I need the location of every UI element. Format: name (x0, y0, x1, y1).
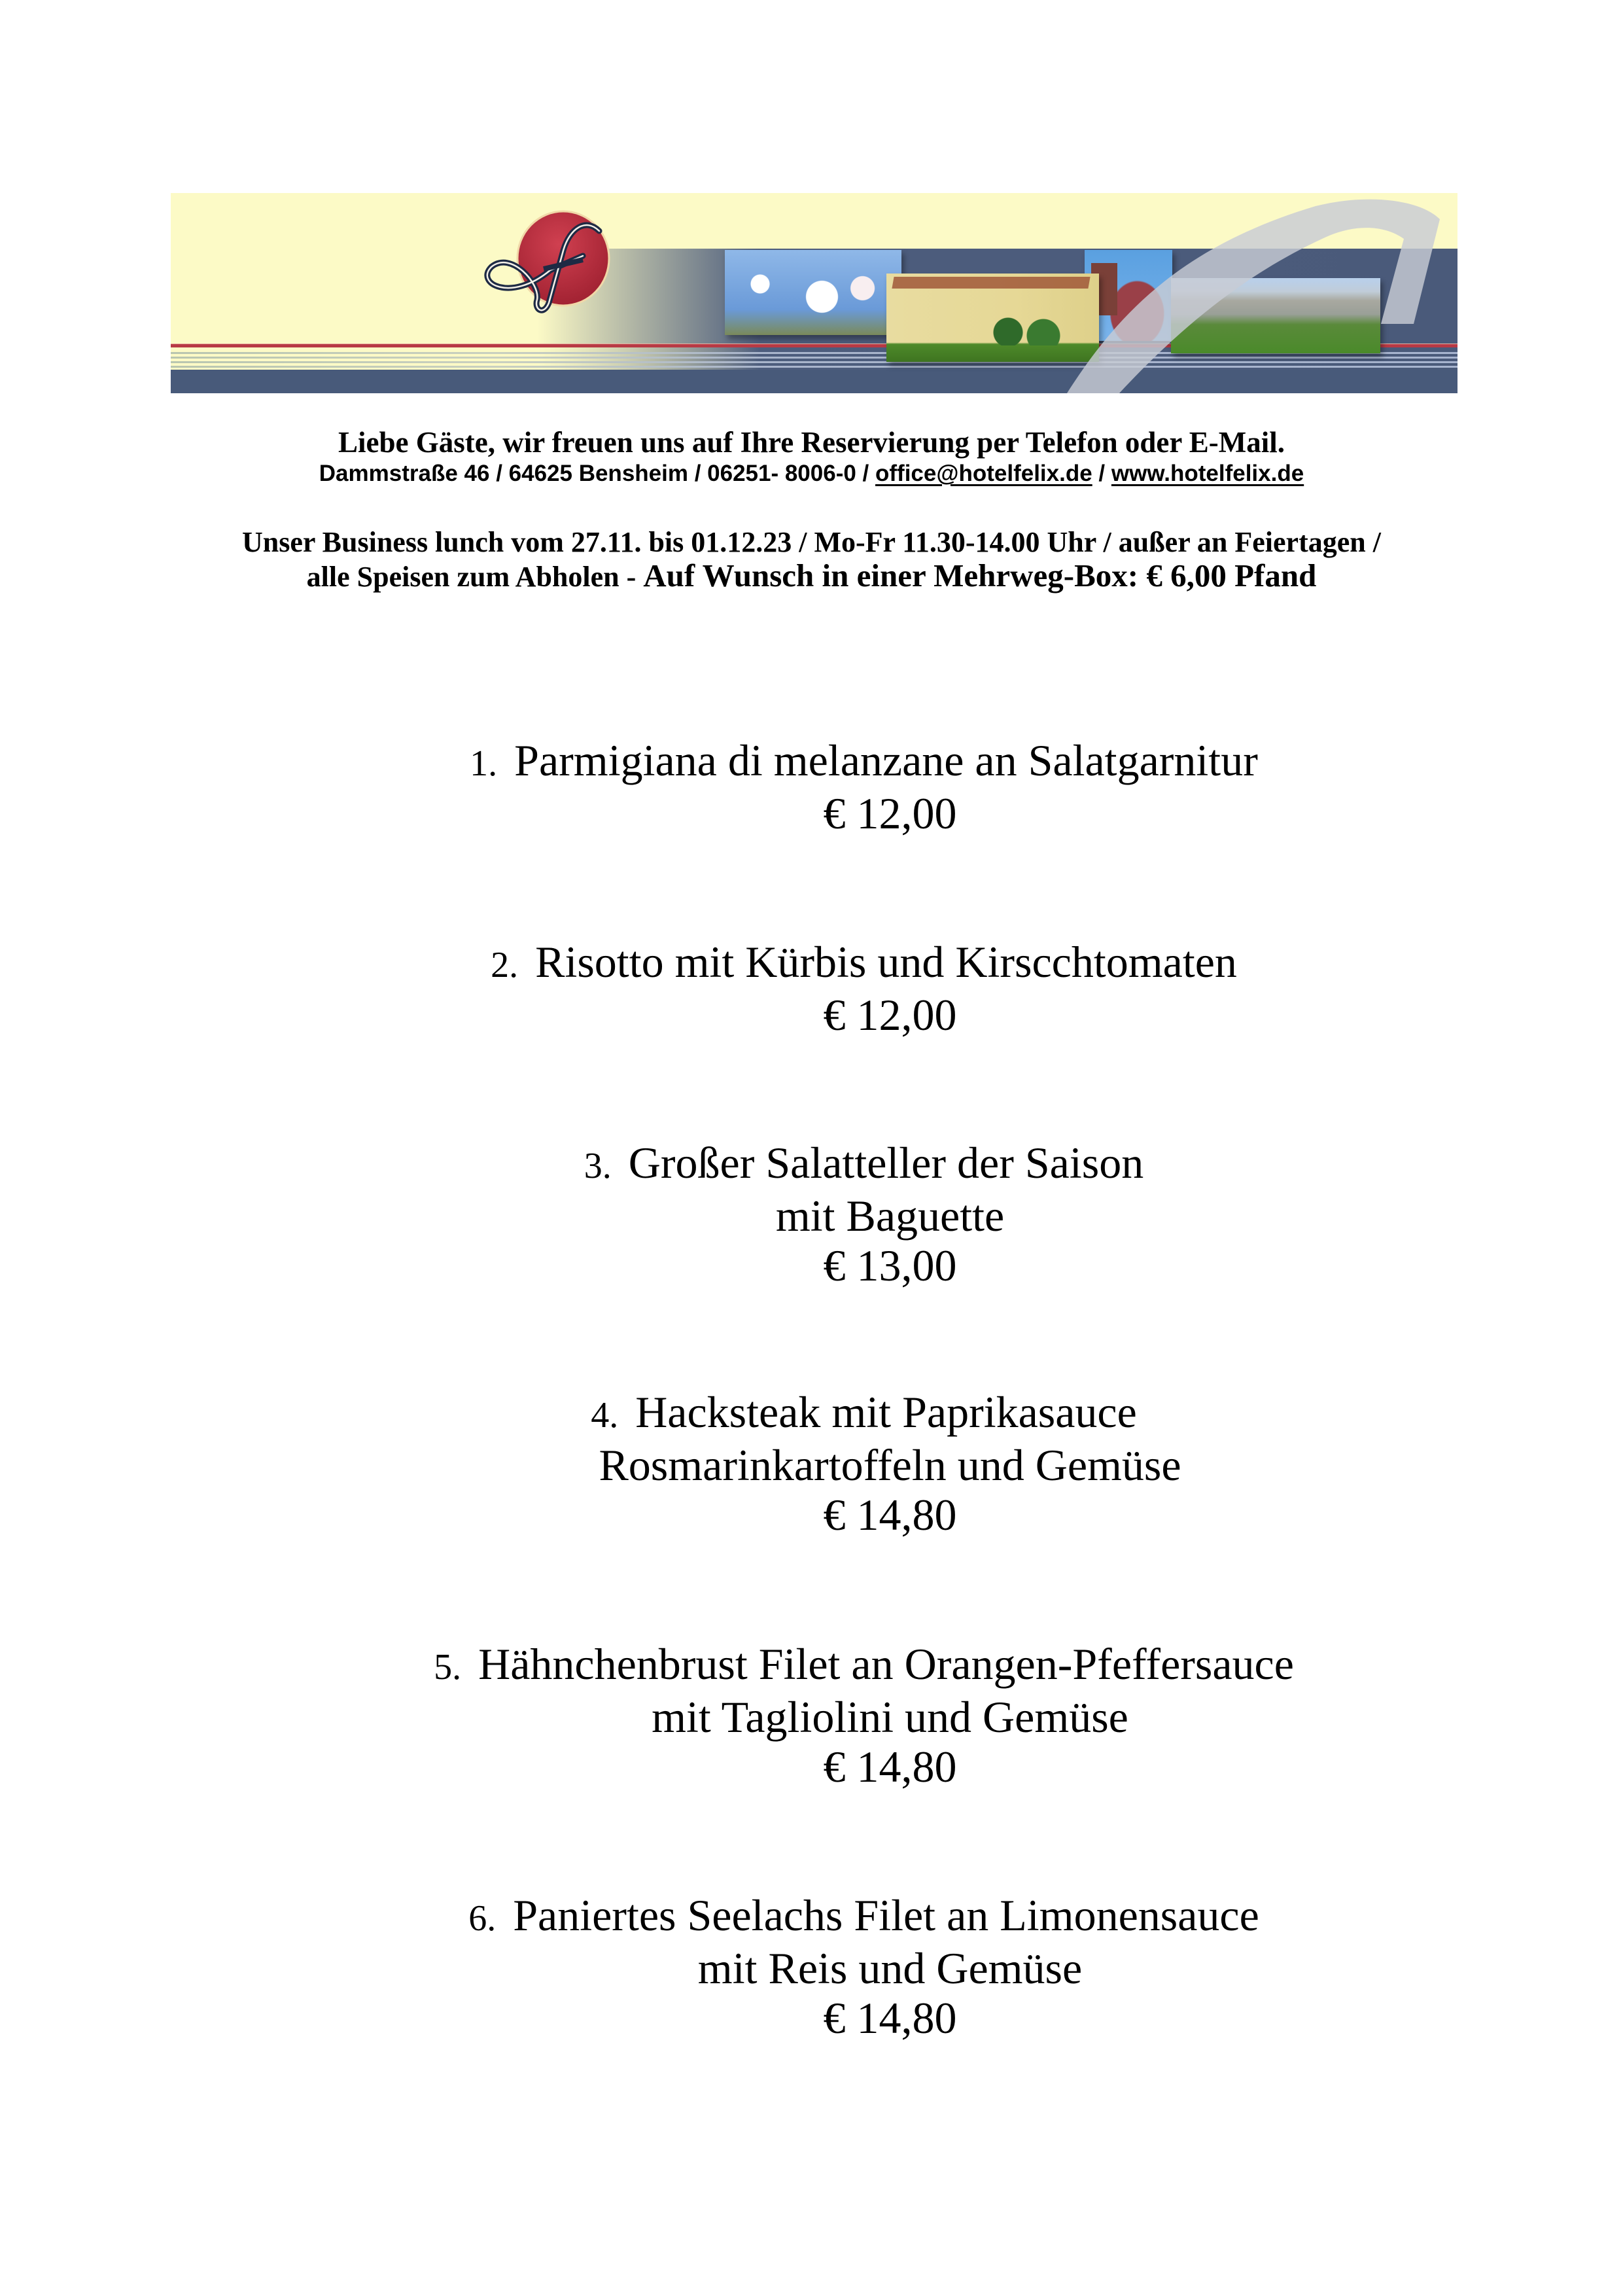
item-number: 1. (470, 743, 498, 784)
menu-item-title-line (52, 1138, 1623, 1191)
menu-item (0, 1387, 1623, 1540)
menu-item-title-line (52, 1890, 1623, 1943)
contact-line (0, 461, 1623, 487)
hotel-banner (171, 193, 1457, 393)
item-price: € 12,00 (823, 788, 957, 838)
item-subtitle: mit Reis und Gemüse (697, 1943, 1083, 1993)
item-price: € 12,00 (823, 990, 957, 1040)
item-number: 3. (584, 1146, 612, 1186)
takeaway-text: alle Speisen zum Abholen - (306, 561, 644, 593)
hotel-felix-logo (472, 205, 629, 316)
item-title: Hacksteak mit Paprikasauce (635, 1387, 1137, 1437)
banner-bottom-band (171, 370, 1457, 393)
item-price: € 14,80 (823, 1742, 957, 1792)
greeting-text: Liebe Gäste, wir freuen uns auf Ihre Reservierung per Telefon oder E-Mail. (338, 426, 1285, 459)
banner-stripe (171, 361, 1457, 363)
banner-stripe (171, 366, 1457, 368)
item-number: 2. (491, 945, 519, 985)
item-title: Parmigiana di melanzane an Salatgarnitur (514, 735, 1258, 785)
photo-almond-blossom (725, 250, 901, 335)
menu-item-title-line (52, 1387, 1623, 1440)
item-number: 4. (591, 1395, 619, 1436)
email-link[interactable]: office@hotelfelix.de (875, 461, 1092, 486)
item-subtitle: mit Tagliolini und Gemüse (652, 1692, 1128, 1742)
address-text: Dammstraße 46 / 64625 Bensheim / 06251- 8006-0 / (319, 461, 876, 486)
menu-item (0, 937, 1623, 1040)
business-lunch-info: Unser Business lunch vom 27.11. bis 01.12.23 / Mo-Fr 11.30-14.00 Uhr / außer an Feiertagen / (242, 526, 1381, 558)
photo-town-vineyard (1171, 278, 1380, 353)
item-title: Risotto mit Kürbis und Kirscchtomaten (535, 937, 1237, 987)
menu-item-title-line (52, 937, 1623, 990)
menu-item-title-line (52, 735, 1623, 788)
takeaway-info (0, 557, 1623, 595)
menu-item (0, 1138, 1623, 1290)
banner-stripe (171, 357, 1457, 359)
photo-hotel-building (886, 274, 1099, 362)
menu-item (0, 1639, 1623, 1792)
item-number: 6. (468, 1898, 497, 1939)
menu-item (0, 1890, 1623, 2043)
item-price: € 14,80 (823, 1490, 957, 1540)
menu-item-title-line (52, 1639, 1623, 1692)
item-price: € 13,00 (823, 1241, 957, 1290)
item-number: 5. (434, 1647, 462, 1687)
item-title: Großer Salatteller der Saison (628, 1138, 1144, 1188)
item-subtitle: Rosmarinkartoffeln und Gemüse (599, 1440, 1181, 1490)
item-title: Paniertes Seelachs Filet an Limonensauce (513, 1890, 1259, 1940)
menu-item (0, 735, 1623, 838)
item-price: € 14,80 (823, 1993, 957, 2043)
item-title: Hähnchenbrust Filet an Orangen-Pfeffersauce (478, 1639, 1294, 1689)
website-link[interactable]: www.hotelfelix.de (1111, 461, 1304, 486)
mehrweg-box-text: Auf Wunsch in einer Mehrweg-Box: € 6,00 Pfand (643, 557, 1317, 593)
separator: / (1092, 461, 1111, 486)
item-subtitle: mit Baguette (775, 1191, 1005, 1241)
